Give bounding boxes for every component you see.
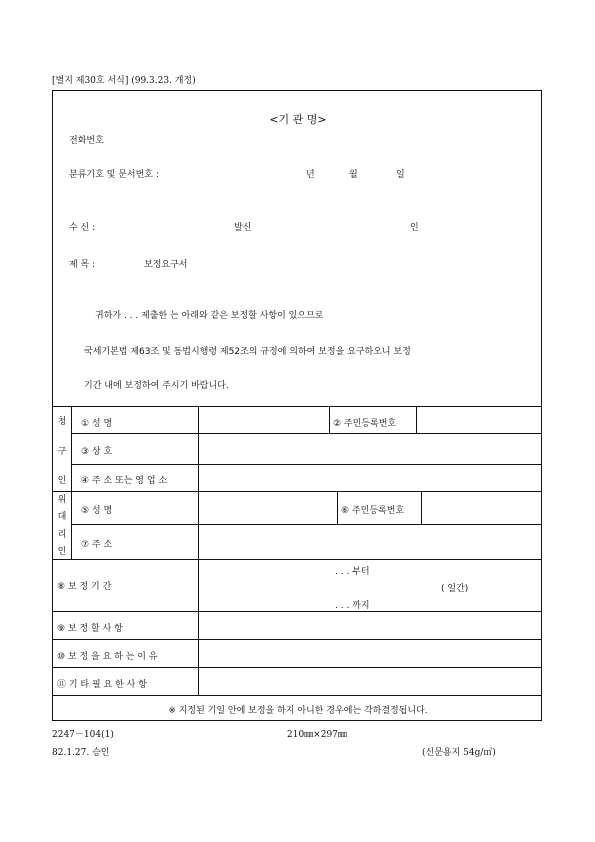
claimant-address-label: ④ 주 소 또는 영 업 소	[81, 476, 168, 486]
table-top-rule	[53, 406, 541, 407]
row-rule	[53, 611, 541, 612]
claimant-group-char-3: 인	[57, 476, 67, 486]
date-day-label: 일	[396, 170, 405, 180]
claimant-group-char-2: 구	[57, 447, 67, 457]
cell-rule	[337, 491, 338, 524]
phone-label: 전화번호	[69, 136, 104, 146]
subject-label: 제 목 :	[69, 260, 96, 270]
agent-rrn-label: ⑥ 주민등록번호	[341, 506, 405, 516]
period-from: . . . 부터	[335, 567, 370, 577]
date-year-label: 년	[306, 170, 315, 180]
claimant-trade-label: ③ 상 호	[81, 447, 113, 457]
cell-rule	[421, 491, 422, 524]
agent-group-char-1: 위	[57, 495, 67, 505]
reason-label: ⑩ 보 정 을 요 하 는 이 유	[57, 652, 158, 662]
claimant-group-char-1: 청	[57, 417, 67, 427]
items-label: ⑨ 보 정 할 사 항	[57, 624, 123, 634]
date-month-label: 월	[349, 170, 358, 180]
claimant-rrn-label: ② 주민등록번호	[333, 419, 397, 429]
agent-group-char-3: 리	[57, 530, 67, 540]
row-rule	[71, 433, 541, 434]
row-rule	[53, 639, 541, 640]
agent-group-char-2: 대	[57, 512, 67, 522]
row-rule	[53, 559, 541, 560]
claimant-name-label: ① 성 명	[81, 419, 113, 429]
row-rule	[53, 491, 541, 492]
group-column-rule	[71, 406, 72, 559]
row-rule	[53, 667, 541, 668]
row-rule	[71, 524, 541, 525]
seal-label: 인	[410, 223, 419, 233]
period-to: . . . 까지	[335, 601, 370, 611]
cell-rule	[416, 406, 417, 433]
body-line-2: 국세기본법 제63조 및 동법시행령 제52조의 규정에 의하여 보정을 요구하오니 보정	[84, 347, 411, 357]
correction-request-form	[52, 90, 542, 721]
period-label: ⑧ 보 정 기 간	[57, 582, 112, 592]
agent-group-char-4: 인	[57, 547, 67, 557]
period-days: ( 일간)	[441, 584, 469, 594]
agent-name-label: ⑤ 성 명	[81, 506, 113, 516]
cell-rule	[329, 406, 330, 433]
row-rule	[53, 695, 541, 696]
paper-type: (신문용지 54g/㎡)	[422, 748, 496, 758]
doc-number-label: 분류기호 및 문서번호 :	[69, 170, 159, 180]
form-code: 2247－104(1)	[52, 730, 114, 740]
agency-title: <기 관 명>	[269, 113, 327, 126]
body-line-1: 귀하가 . . . 제출한 는 아래와 같은 보정할 사항이 있으므로	[95, 311, 324, 321]
sender-label: 발신	[234, 223, 252, 233]
recipient-label: 수 신 :	[69, 223, 96, 233]
approval-date: 82.1.27. 승인	[52, 748, 110, 758]
paper-size: 210㎜×297㎜	[287, 730, 347, 740]
form-caption: [별지 제30호 서식] (99.3.23. 개정)	[52, 76, 196, 86]
notice-text: ※ 지정된 기일 안에 보정을 하지 아니한 경우에는 각하결정됩니다.	[168, 706, 428, 716]
subject-value: 보정요구서	[144, 260, 188, 270]
body-line-3: 기간 내에 보정하여 주시기 바랍니다.	[84, 381, 229, 391]
other-label: ⑪ 기 타 필 요 한 사 항	[57, 680, 147, 690]
row-rule	[71, 464, 541, 465]
agent-address-label: ⑦ 주 소	[81, 540, 113, 550]
label-column-rule	[198, 406, 199, 696]
